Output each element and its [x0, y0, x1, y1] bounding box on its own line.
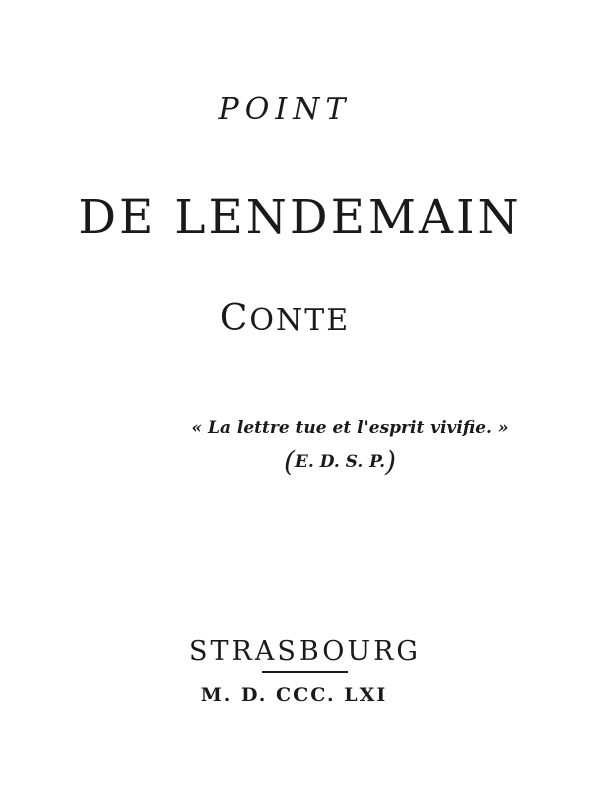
imprint-year: M. D. CCC. LXI — [200, 684, 388, 706]
imprint-place: STRASBOURG — [189, 636, 421, 667]
attribution-text: E. D. S. P. — [294, 452, 386, 472]
epigraph-attribution — [40, 445, 600, 478]
subtitle-rest: ONTE — [249, 303, 351, 338]
imprint-divider — [262, 671, 348, 673]
close-parenthesis: ) — [385, 445, 397, 478]
main-title: DE LENDEMAIN — [78, 190, 522, 245]
subtitle — [0, 298, 585, 339]
top-title: POINT — [218, 92, 352, 127]
open-parenthesis: ( — [283, 445, 295, 478]
subtitle-initial: C — [219, 298, 250, 339]
epigraph: « La lettre tue et l'esprit vivifie. » — [191, 418, 509, 438]
